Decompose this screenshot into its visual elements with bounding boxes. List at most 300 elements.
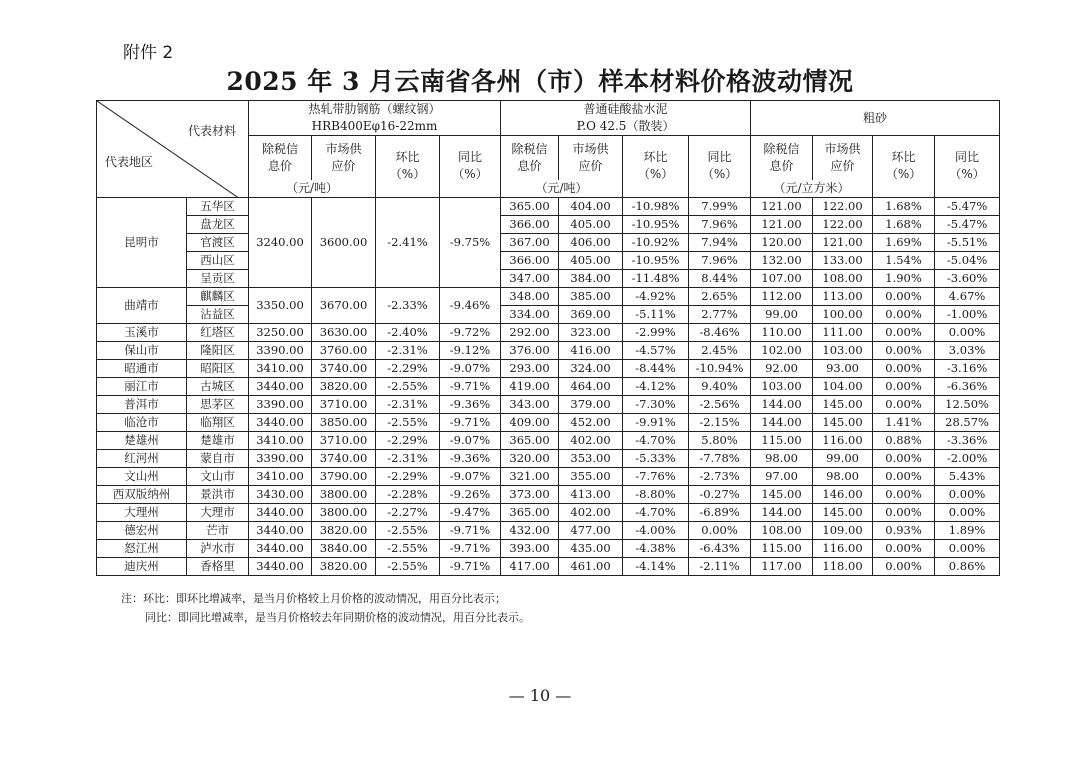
header-line: 同比 <box>458 150 483 165</box>
sand-market-cell: 93.00 <box>813 359 873 377</box>
cement-yoy-cell: -0.27% <box>689 485 751 503</box>
col-market-header <box>813 136 873 180</box>
cement-yoy-cell: -2.56% <box>689 395 751 413</box>
cement-mom-cell: -4.12% <box>623 377 689 395</box>
steel-tax-cell: 3390.00 <box>249 395 312 413</box>
sand-yoy-cell: 0.00% <box>935 323 1000 341</box>
district-cell: 大理市 <box>187 503 249 521</box>
table-row <box>97 449 1000 467</box>
district-cell: 盘龙区 <box>187 215 249 233</box>
steel-yoy-cell: -9.71% <box>440 377 501 395</box>
cement-yoy-cell: 5.80% <box>689 431 751 449</box>
sand-yoy-cell: 1.89% <box>935 521 1000 539</box>
cement-market-cell: 416.00 <box>559 341 623 359</box>
steel-tax-cell: 3430.00 <box>249 485 312 503</box>
sand-yoy-cell: 0.00% <box>935 485 1000 503</box>
sand-tax-cell: 144.00 <box>751 503 813 521</box>
cement-market-cell: 404.00 <box>559 197 623 215</box>
col-market-header <box>559 136 623 180</box>
district-cell: 隆阳区 <box>187 341 249 359</box>
cement-market-cell: 379.00 <box>559 395 623 413</box>
city-cell: 红河州 <box>97 449 187 467</box>
cement-mom-cell: -2.99% <box>623 323 689 341</box>
city-cell: 昆明市 <box>97 197 187 287</box>
district-cell: 香格里 <box>187 557 249 575</box>
steel-mom-cell: -2.55% <box>376 413 440 431</box>
steel-yoy-cell: -9.46% <box>440 287 501 323</box>
sand-mom-cell: 0.00% <box>873 323 935 341</box>
steel-tax-cell: 3410.00 <box>249 359 312 377</box>
cement-market-cell: 323.00 <box>559 323 623 341</box>
sand-tax-cell: 115.00 <box>751 539 813 557</box>
sand-market-cell: 121.00 <box>813 233 873 251</box>
sand-tax-cell: 103.00 <box>751 377 813 395</box>
sand-tax-cell: 121.00 <box>751 197 813 215</box>
steel-market-cell: 3710.00 <box>312 431 376 449</box>
steel-tax-cell: 3440.00 <box>249 503 312 521</box>
sand-market-cell: 98.00 <box>813 467 873 485</box>
cement-yoy-cell: -2.15% <box>689 413 751 431</box>
sand-tax-cell: 120.00 <box>751 233 813 251</box>
steel-market-cell: 3790.00 <box>312 467 376 485</box>
steel-mom-cell: -2.29% <box>376 359 440 377</box>
cement-tax-cell: 348.00 <box>501 287 559 305</box>
sand-market-cell: 133.00 <box>813 251 873 269</box>
page-number: — 10 — <box>508 686 572 705</box>
col-tax-header <box>501 136 559 180</box>
steel-mom-cell: -2.55% <box>376 521 440 539</box>
steel-tax-cell: 3440.00 <box>249 557 312 575</box>
corner-diagonal-line <box>97 101 249 197</box>
cement-yoy-cell: 9.40% <box>689 377 751 395</box>
district-cell: 麒麟区 <box>187 287 249 305</box>
sand-yoy-cell: -1.00% <box>935 305 1000 323</box>
district-cell: 临翔区 <box>187 413 249 431</box>
material-steel-header <box>249 101 501 136</box>
col-yoy-header <box>935 136 1000 198</box>
steel-yoy-cell: -9.71% <box>440 557 501 575</box>
cement-market-cell: 435.00 <box>559 539 623 557</box>
cement-tax-cell: 365.00 <box>501 197 559 215</box>
cement-mom-cell: -4.92% <box>623 287 689 305</box>
steel-tax-cell: 3390.00 <box>249 341 312 359</box>
district-cell: 西山区 <box>187 251 249 269</box>
sand-market-cell: 113.00 <box>813 287 873 305</box>
table-row <box>97 377 1000 395</box>
sand-yoy-cell: 28.57% <box>935 413 1000 431</box>
cement-market-cell: 464.00 <box>559 377 623 395</box>
sand-market-cell: 99.00 <box>813 449 873 467</box>
cement-tax-cell: 320.00 <box>501 449 559 467</box>
district-cell: 沾益区 <box>187 305 249 323</box>
steel-mom-cell: -2.55% <box>376 539 440 557</box>
table-row <box>97 197 1000 215</box>
material-cement-header <box>501 101 751 136</box>
cement-mom-cell: -4.00% <box>623 521 689 539</box>
district-cell: 五华区 <box>187 197 249 215</box>
cement-tax-cell: 365.00 <box>501 431 559 449</box>
cement-market-cell: 461.00 <box>559 557 623 575</box>
sand-tax-cell: 92.00 <box>751 359 813 377</box>
steel-mom-cell: -2.31% <box>376 449 440 467</box>
steel-tax-cell: 3440.00 <box>249 539 312 557</box>
header-line: （%） <box>885 167 922 182</box>
header-line: （%） <box>949 167 985 182</box>
header-line: 同比 <box>707 150 732 165</box>
cement-mom-cell: -10.95% <box>623 251 689 269</box>
sand-tax-cell: 112.00 <box>751 287 813 305</box>
steel-market-cell: 3840.00 <box>312 539 376 557</box>
cement-spec: P.O 42.5（散装） <box>576 119 675 133</box>
table-row <box>97 323 1000 341</box>
sand-yoy-cell: -2.00% <box>935 449 1000 467</box>
corner-label-region: 代表地区 <box>105 154 154 169</box>
sand-tax-cell: 97.00 <box>751 467 813 485</box>
cement-yoy-cell: 0.00% <box>689 521 751 539</box>
sand-name: 粗砂 <box>863 110 888 125</box>
cement-market-cell: 452.00 <box>559 413 623 431</box>
cement-yoy-cell: -6.89% <box>689 503 751 521</box>
unit-label: （元/吨） <box>249 180 376 198</box>
table-row <box>97 503 1000 521</box>
cement-tax-cell: 334.00 <box>501 305 559 323</box>
steel-mom-cell: -2.28% <box>376 485 440 503</box>
header-line: （%） <box>452 167 488 182</box>
sand-market-cell: 122.00 <box>813 215 873 233</box>
cement-mom-cell: -11.48% <box>623 269 689 287</box>
sand-yoy-cell: -5.47% <box>935 197 1000 215</box>
sand-market-cell: 145.00 <box>813 395 873 413</box>
sand-tax-cell: 115.00 <box>751 431 813 449</box>
cement-tax-cell: 366.00 <box>501 251 559 269</box>
cement-name: 普通硅酸盐水泥 <box>583 102 668 116</box>
header-line: 环比 <box>891 150 916 165</box>
district-cell: 景洪市 <box>187 485 249 503</box>
col-mom-header <box>873 136 935 198</box>
steel-mom-cell: -2.29% <box>376 467 440 485</box>
sand-market-cell: 146.00 <box>813 485 873 503</box>
steel-market-cell: 3800.00 <box>312 503 376 521</box>
steel-yoy-cell: -9.36% <box>440 395 501 413</box>
steel-yoy-cell: -9.12% <box>440 341 501 359</box>
header-line: 除税信 <box>261 141 298 156</box>
sand-market-cell: 111.00 <box>813 323 873 341</box>
cement-market-cell: 477.00 <box>559 521 623 539</box>
steel-yoy-cell: -9.75% <box>440 197 501 287</box>
cement-mom-cell: -8.80% <box>623 485 689 503</box>
sand-mom-cell: 0.93% <box>873 521 935 539</box>
cement-yoy-cell: 2.45% <box>689 341 751 359</box>
city-cell: 保山市 <box>97 341 187 359</box>
city-cell: 西双版纳州 <box>97 485 187 503</box>
cement-market-cell: 405.00 <box>559 215 623 233</box>
header-line: 应价 <box>578 158 603 173</box>
cement-mom-cell: -8.44% <box>623 359 689 377</box>
col-yoy-header <box>440 136 501 198</box>
cement-yoy-cell: 7.94% <box>689 233 751 251</box>
cement-mom-cell: -4.70% <box>623 503 689 521</box>
steel-yoy-cell: -9.07% <box>440 467 501 485</box>
sand-mom-cell: 0.00% <box>873 485 935 503</box>
steel-mom-cell: -2.31% <box>376 341 440 359</box>
cement-tax-cell: 376.00 <box>501 341 559 359</box>
cement-market-cell: 405.00 <box>559 251 623 269</box>
steel-market-cell: 3820.00 <box>312 557 376 575</box>
steel-tax-cell: 3440.00 <box>249 521 312 539</box>
header-line: （%） <box>637 167 674 182</box>
header-line: 市场供 <box>572 141 609 156</box>
table-row <box>97 359 1000 377</box>
note-yoy: 同比：即同比增减率，是当月价格较去年同期价格的波动情况，用百分比表示。 <box>145 611 530 624</box>
district-cell: 官渡区 <box>187 233 249 251</box>
steel-market-cell: 3600.00 <box>312 197 376 287</box>
sand-market-cell: 122.00 <box>813 197 873 215</box>
table-row <box>97 233 1000 251</box>
cement-market-cell: 402.00 <box>559 431 623 449</box>
cement-tax-cell: 343.00 <box>501 395 559 413</box>
sand-market-cell: 104.00 <box>813 377 873 395</box>
city-cell: 迪庆州 <box>97 557 187 575</box>
sand-mom-cell: 1.68% <box>873 197 935 215</box>
sand-tax-cell: 144.00 <box>751 413 813 431</box>
cement-mom-cell: -4.38% <box>623 539 689 557</box>
district-cell: 文山市 <box>187 467 249 485</box>
header-line: 除税信 <box>763 141 800 156</box>
sand-mom-cell: 0.00% <box>873 557 935 575</box>
document-title: 2025 年 3 月云南省各州（市）样本材料价格波动情况 <box>226 67 854 96</box>
sand-mom-cell: 0.88% <box>873 431 935 449</box>
sand-tax-cell: 108.00 <box>751 521 813 539</box>
col-market-header <box>312 136 376 180</box>
sand-mom-cell: 0.00% <box>873 539 935 557</box>
table-row <box>97 215 1000 233</box>
sand-yoy-cell: 3.03% <box>935 341 1000 359</box>
city-cell: 怒江州 <box>97 539 187 557</box>
header-line: 除税信 <box>511 141 548 156</box>
table-row <box>97 539 1000 557</box>
city-cell: 德宏州 <box>97 521 187 539</box>
cement-mom-cell: -10.95% <box>623 215 689 233</box>
district-cell: 古城区 <box>187 377 249 395</box>
sand-market-cell: 116.00 <box>813 431 873 449</box>
sand-yoy-cell: 4.67% <box>935 287 1000 305</box>
corner-label-material: 代表材料 <box>187 124 236 138</box>
header-line: 市场供 <box>325 141 362 156</box>
city-cell: 曲靖市 <box>97 287 187 323</box>
sand-tax-cell: 121.00 <box>751 215 813 233</box>
sand-mom-cell: 0.00% <box>873 449 935 467</box>
cement-yoy-cell: -10.94% <box>689 359 751 377</box>
sand-market-cell: 100.00 <box>813 305 873 323</box>
cement-mom-cell: -10.92% <box>623 233 689 251</box>
cement-yoy-cell: -2.73% <box>689 467 751 485</box>
steel-market-cell: 3710.00 <box>312 395 376 413</box>
cement-mom-cell: -7.30% <box>623 395 689 413</box>
cement-yoy-cell: 7.99% <box>689 197 751 215</box>
steel-market-cell: 3800.00 <box>312 485 376 503</box>
cement-yoy-cell: -7.78% <box>689 449 751 467</box>
steel-yoy-cell: -9.71% <box>440 539 501 557</box>
table-row <box>97 269 1000 287</box>
cement-tax-cell: 365.00 <box>501 503 559 521</box>
steel-yoy-cell: -9.71% <box>440 413 501 431</box>
cement-yoy-cell: -6.43% <box>689 539 751 557</box>
steel-yoy-cell: -9.71% <box>440 521 501 539</box>
sand-tax-cell: 102.00 <box>751 341 813 359</box>
steel-yoy-cell: -9.36% <box>440 449 501 467</box>
sand-yoy-cell: -5.51% <box>935 233 1000 251</box>
col-tax-header <box>751 136 813 180</box>
district-cell: 楚雄市 <box>187 431 249 449</box>
table-row <box>97 341 1000 359</box>
steel-yoy-cell: -9.07% <box>440 359 501 377</box>
sand-mom-cell: 0.00% <box>873 503 935 521</box>
steel-tax-cell: 3410.00 <box>249 467 312 485</box>
district-cell: 蒙自市 <box>187 449 249 467</box>
cement-mom-cell: -7.76% <box>623 467 689 485</box>
sand-mom-cell: 1.68% <box>873 215 935 233</box>
steel-market-cell: 3670.00 <box>312 287 376 323</box>
cement-market-cell: 402.00 <box>559 503 623 521</box>
header-line: （%） <box>701 167 738 182</box>
cement-market-cell: 385.00 <box>559 287 623 305</box>
sand-yoy-cell: 0.00% <box>935 539 1000 557</box>
cement-tax-cell: 409.00 <box>501 413 559 431</box>
steel-mom-cell: -2.40% <box>376 323 440 341</box>
sand-market-cell: 109.00 <box>813 521 873 539</box>
sand-yoy-cell: 12.50% <box>935 395 1000 413</box>
cement-yoy-cell: 8.44% <box>689 269 751 287</box>
district-cell: 呈贡区 <box>187 269 249 287</box>
header-line: 应价 <box>830 158 855 173</box>
steel-market-cell: 3740.00 <box>312 359 376 377</box>
cement-tax-cell: 367.00 <box>501 233 559 251</box>
sand-mom-cell: 1.90% <box>873 269 935 287</box>
steel-tax-cell: 3410.00 <box>249 431 312 449</box>
col-mom-header <box>623 136 689 198</box>
unit-label: （元/立方米） <box>751 180 873 198</box>
sand-mom-cell: 0.00% <box>873 359 935 377</box>
table-row <box>97 557 1000 575</box>
steel-mom-cell: -2.41% <box>376 197 440 287</box>
steel-tax-cell: 3350.00 <box>249 287 312 323</box>
city-cell: 玉溪市 <box>97 323 187 341</box>
district-cell: 芒市 <box>187 521 249 539</box>
sand-tax-cell: 99.00 <box>751 305 813 323</box>
sand-market-cell: 118.00 <box>813 557 873 575</box>
material-sand-header <box>751 101 1000 136</box>
sand-yoy-cell: 5.43% <box>935 467 1000 485</box>
sand-mom-cell: 1.41% <box>873 413 935 431</box>
steel-mom-cell: -2.33% <box>376 287 440 323</box>
steel-mom-cell: -2.55% <box>376 557 440 575</box>
city-cell: 普洱市 <box>97 395 187 413</box>
city-cell: 丽江市 <box>97 377 187 395</box>
header-line: 环比 <box>643 150 668 165</box>
cement-yoy-cell: 7.96% <box>689 251 751 269</box>
notes <box>121 589 530 627</box>
table-row <box>97 395 1000 413</box>
cement-tax-cell: 321.00 <box>501 467 559 485</box>
steel-market-cell: 3820.00 <box>312 521 376 539</box>
steel-tax-cell: 3250.00 <box>249 323 312 341</box>
cement-mom-cell: -10.98% <box>623 197 689 215</box>
sand-mom-cell: 0.00% <box>873 395 935 413</box>
sand-tax-cell: 144.00 <box>751 395 813 413</box>
sand-yoy-cell: 0.86% <box>935 557 1000 575</box>
table-row <box>97 251 1000 269</box>
cement-market-cell: 406.00 <box>559 233 623 251</box>
corner-header-cell <box>97 101 249 198</box>
cement-tax-cell: 347.00 <box>501 269 559 287</box>
steel-market-cell: 3760.00 <box>312 341 376 359</box>
table-row <box>97 485 1000 503</box>
cement-tax-cell: 292.00 <box>501 323 559 341</box>
cement-market-cell: 355.00 <box>559 467 623 485</box>
district-cell: 红塔区 <box>187 323 249 341</box>
cement-yoy-cell: -8.46% <box>689 323 751 341</box>
cement-mom-cell: -4.70% <box>623 431 689 449</box>
sand-tax-cell: 145.00 <box>751 485 813 503</box>
sand-yoy-cell: 0.00% <box>935 503 1000 521</box>
steel-spec: HRB400Eφ16-22mm <box>311 119 438 133</box>
cement-mom-cell: -5.33% <box>623 449 689 467</box>
district-cell: 泸水市 <box>187 539 249 557</box>
cement-yoy-cell: 2.65% <box>689 287 751 305</box>
sand-yoy-cell: -6.36% <box>935 377 1000 395</box>
steel-mom-cell: -2.31% <box>376 395 440 413</box>
header-line: 环比 <box>395 150 420 165</box>
sand-market-cell: 103.00 <box>813 341 873 359</box>
steel-yoy-cell: -9.26% <box>440 485 501 503</box>
table-row <box>97 287 1000 305</box>
header-line: 应价 <box>331 158 356 173</box>
steel-mom-cell: -2.55% <box>376 377 440 395</box>
cement-tax-cell: 393.00 <box>501 539 559 557</box>
sand-yoy-cell: -3.36% <box>935 431 1000 449</box>
cement-market-cell: 384.00 <box>559 269 623 287</box>
table-row <box>97 413 1000 431</box>
sand-mom-cell: 0.00% <box>873 377 935 395</box>
city-cell: 昭通市 <box>97 359 187 377</box>
cement-market-cell: 324.00 <box>559 359 623 377</box>
sand-market-cell: 108.00 <box>813 269 873 287</box>
steel-yoy-cell: -9.72% <box>440 323 501 341</box>
unit-label: （元/吨） <box>501 180 623 198</box>
steel-tax-cell: 3240.00 <box>249 197 312 287</box>
sand-tax-cell: 107.00 <box>751 269 813 287</box>
col-tax-header <box>249 136 312 180</box>
sand-tax-cell: 132.00 <box>751 251 813 269</box>
cement-yoy-cell: 7.96% <box>689 215 751 233</box>
cement-mom-cell: -9.91% <box>623 413 689 431</box>
header-line: 息价 <box>267 158 292 173</box>
cement-tax-cell: 432.00 <box>501 521 559 539</box>
sand-yoy-cell: -3.16% <box>935 359 1000 377</box>
cement-market-cell: 369.00 <box>559 305 623 323</box>
header-line: 息价 <box>769 158 794 173</box>
cement-yoy-cell: -2.11% <box>689 557 751 575</box>
table-row <box>97 521 1000 539</box>
cement-yoy-cell: 2.77% <box>689 305 751 323</box>
district-cell: 昭阳区 <box>187 359 249 377</box>
price-table <box>96 100 1000 576</box>
sand-yoy-cell: -5.47% <box>935 215 1000 233</box>
cement-market-cell: 413.00 <box>559 485 623 503</box>
cement-mom-cell: -4.57% <box>623 341 689 359</box>
cement-market-cell: 353.00 <box>559 449 623 467</box>
header-line: 市场供 <box>824 141 861 156</box>
